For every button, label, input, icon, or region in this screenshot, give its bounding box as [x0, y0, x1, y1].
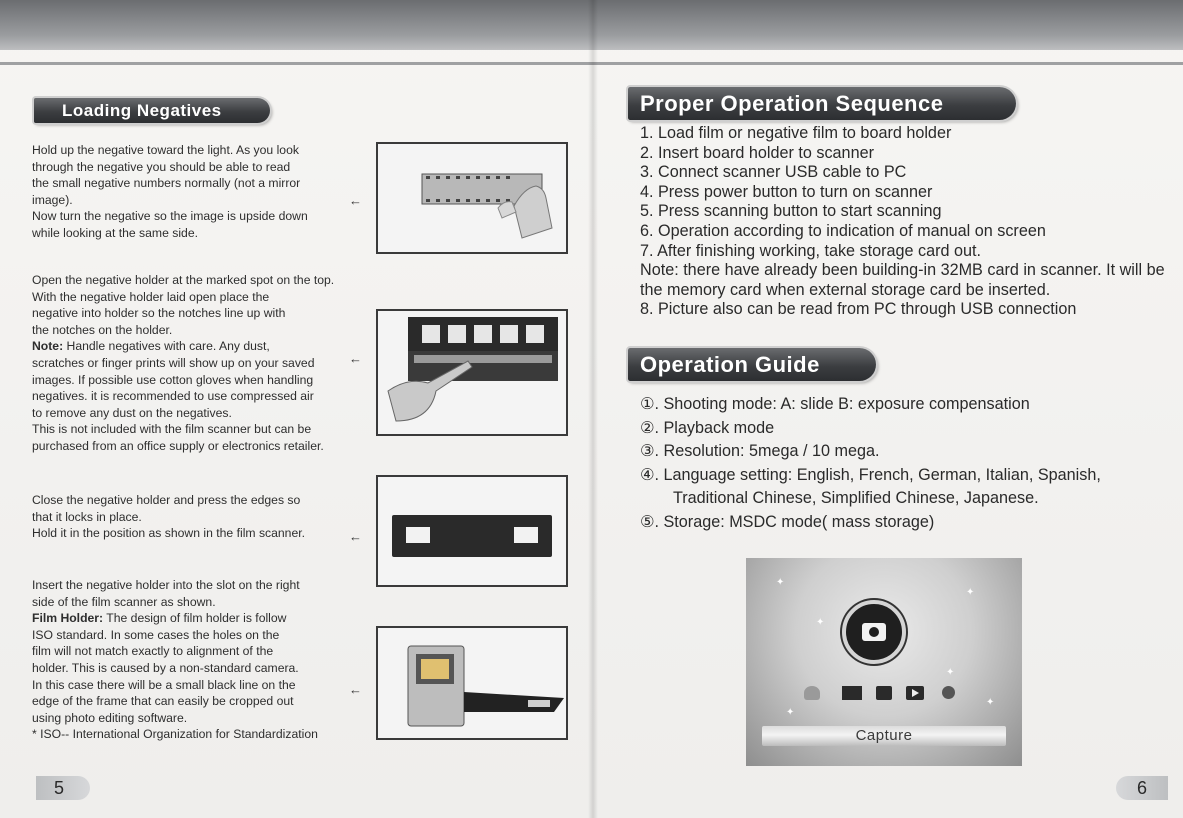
sparkle-icon: ✦ [816, 617, 825, 628]
film-scanner-icon [378, 628, 566, 738]
arrow-left-icon: ← [349, 351, 362, 366]
text-line: negative into holder so the notches line up with [32, 306, 286, 321]
arrow-left-icon: ← [349, 529, 362, 544]
text-line: Now turn the negative so the image is upside down [32, 209, 308, 224]
camera-small-icon [876, 686, 892, 700]
text-line: the notches on the holder. [32, 322, 173, 337]
loading-negatives-heading: Loading Negatives [34, 98, 270, 123]
list-item: 8. Picture also can be read from PC through USB connection [640, 300, 1077, 319]
text-line: edge of the frame that can easily be cropped out [32, 694, 294, 709]
note-text: Handle negatives with care. Any dust, [63, 339, 270, 354]
list-item: 3. Connect scanner USB cable to PC [640, 163, 907, 182]
scanner-insert-illustration [376, 626, 568, 740]
capture-label: Capture [762, 726, 1006, 746]
operation-steps-list [640, 124, 1176, 320]
text-line: This is not included with the film scanner but can be [32, 422, 312, 437]
text-line: side of the film scanner as shown. [32, 594, 216, 609]
list-item: ③. Resolution: 5mega / 10 mega. [640, 442, 880, 460]
list-item: 1. Load film or negative film to board holder [640, 124, 952, 142]
text-line: holder. This is caused by a non-standard camera. [32, 660, 299, 675]
arrow-left-icon: ← [349, 682, 362, 697]
closed-holder-illustration [376, 475, 568, 587]
sparkle-icon: ✦ [946, 667, 955, 678]
scanner-screen-illustration [746, 558, 1022, 766]
sparkle-icon: ✦ [776, 577, 785, 588]
list-item: ①. Shooting mode: A: slide B: exposure compensation [640, 395, 1030, 413]
text-line: to remove any dust on the negatives. [32, 405, 232, 420]
text-line: purchased from an office supply or electronics retailer. [32, 438, 324, 453]
list-item: ④. Language setting: English, French, German, Italian, Spanish, Traditional Chinese, Simplified Chinese, Japanese. [640, 465, 1101, 507]
open-holder-illustration [376, 309, 568, 436]
operation-guide-list [640, 393, 1160, 534]
film-holder-label: Film Holder: [32, 611, 104, 626]
sparkle-icon: ✦ [966, 587, 975, 598]
page-gutter [588, 0, 598, 818]
list-item: 4. Press power button to turn on scanner [640, 182, 933, 201]
text-line: the small negative numbers normally (not a mirror [32, 176, 301, 191]
text-line: Open the negative holder at the marked spot on the top. [32, 273, 335, 287]
film-holder-text: The design of film holder is follow [103, 611, 287, 626]
list-item: 5. Press scanning button to start scanning [640, 202, 942, 221]
text-line: that it locks in place. [32, 509, 142, 524]
list-item: 2. Insert board holder to scanner [640, 143, 874, 162]
person-icon [804, 686, 820, 700]
text-line [32, 610, 382, 627]
text-line: image). [32, 192, 73, 207]
note-label: Note: [32, 339, 64, 354]
paragraph-open-holder [32, 272, 382, 455]
text-line: Hold up the negative toward the light. As you look [32, 143, 299, 157]
play-icon [906, 686, 924, 700]
text-line: In this case there will be a small black line on the [32, 677, 296, 692]
proper-operation-sequence-heading: Proper Operation Sequence [628, 87, 1016, 120]
settings-icon [942, 686, 955, 699]
paragraph-insert-holder [32, 577, 382, 743]
sparkle-icon: ✦ [986, 697, 995, 708]
negative-strip-illustration [376, 142, 568, 254]
page-number-right: 6 [1116, 776, 1168, 800]
list-item: ⑤. Storage: MSDC mode( mass storage) [640, 512, 935, 531]
text-line: through the negative you should be able to read [32, 159, 291, 174]
camera-icon [842, 600, 906, 664]
film-holder-closed-icon [378, 477, 566, 585]
paragraph-close-holder [32, 492, 382, 542]
text-line: ISO standard. In some cases the holes on the [32, 627, 280, 642]
list-item: 7. After finishing working, take storage card out. [640, 241, 982, 260]
text-line: images. If possible use cotton gloves when handling [32, 372, 314, 387]
list-item: 6. Operation according to indication of manual on screen [640, 221, 1046, 240]
paragraph-view-negative [32, 142, 382, 242]
footnote: * ISO-- International Organization for Standardization [32, 727, 318, 742]
film-icon [842, 686, 862, 700]
text-line: while looking at the same side. [32, 225, 198, 240]
film-holder-open-icon [378, 311, 566, 434]
operation-guide-heading: Operation Guide [628, 348, 876, 381]
text-line: negatives. it is recommended to use compressed air [32, 389, 314, 404]
text-line: Hold it in the position as shown in the film scanner. [32, 526, 306, 541]
text-line: With the negative holder laid open place the [32, 289, 270, 304]
text-line: Close the negative holder and press the edges so [32, 493, 301, 507]
page-number-left: 5 [36, 776, 90, 800]
sparkle-icon: ✦ [786, 707, 795, 718]
negative-strip-icon [378, 144, 566, 252]
text-line: Insert the negative holder into the slot on the right [32, 578, 300, 592]
arrow-left-icon: ← [349, 193, 362, 208]
text-line [32, 338, 382, 355]
text-line: film will not match exactly to alignment of the [32, 644, 274, 659]
text-line: scratches or finger prints will show up on your saved [32, 355, 315, 370]
list-item: ②. Playback mode [640, 418, 775, 437]
storage-note: Note: there have already been building-in 32MB card in scanner. It will be the memory card when external storage card be inserted. [640, 261, 1165, 299]
text-line: using photo editing software. [32, 710, 188, 725]
